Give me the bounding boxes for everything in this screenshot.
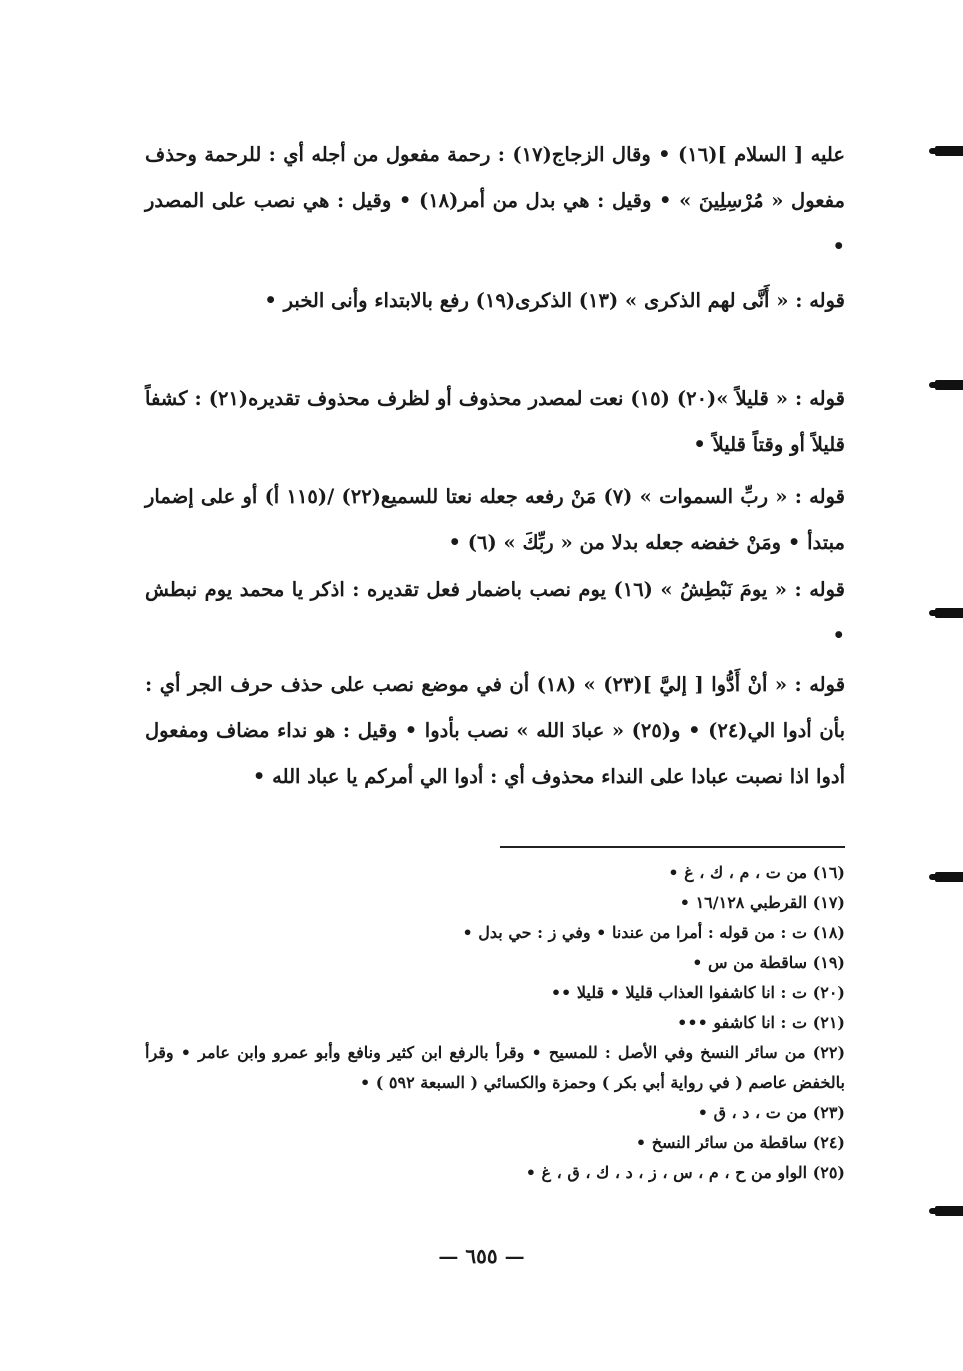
footnote-divider (500, 846, 845, 848)
page-edge-mark (935, 146, 963, 156)
footnote-item: (١٧) القرطبي ١٦/١٢٨ • (679, 893, 845, 912)
footnote-item: (٢٤) ساقطة من سائر النسخ • (635, 1133, 845, 1152)
footnote-item: (١٩) ساقطة من س • (692, 953, 845, 972)
footnote-item: (٢٣) من ت ، د ، ق • (697, 1103, 845, 1122)
paragraph-text: قوله : « ربِّ السموات » (٧) مَنْ رفعه جعله نعتا للسميع(٢٢) /(١١٥ أ) أو على إضمار مبتدأ • ومَنْ خفضه جعله بدلا من « ربِّكَ » (٦) • (145, 485, 845, 554)
footnote-item: (٢٥) الواو من ح ، م ، س ، ز ، د ، ك ، ق ، غ • (525, 1163, 845, 1182)
paragraph-text: قوله : « قليلاً »(٢٠) (١٥) نعت لمصدر محذوف أو لظرف محذوف تقديره(٢١) : كشفاً قليلاً أو وقتاً قليلاً • (145, 387, 845, 456)
footnote-item: (٢١) ت : انا كاشفو ••• (677, 1013, 845, 1032)
commentary-paragraph (145, 567, 845, 659)
commentary-paragraph (145, 662, 845, 800)
paragraph-text: قوله : « أَنَّى لهم الذكرى » (١٣) الذكرى(١٩) رفع بالابتداء وأنى الخبر • (264, 289, 845, 312)
footnote-item: (١٨) ت : من قوله : أمرا من عندنا • وفي ز : حي بدل • (462, 923, 845, 942)
page-edge-mark (935, 1206, 963, 1216)
paragraph-text: عليه [ السلام ](١٦) • وقال الزجاج(١٧) : رحمة مفعول من أجله أي : للرحمة وحذف مفعول « مُرْسِلِينَ » • وقيل : هي بدل من أمر(١٨) • وقيل : هي نصب على المصدر • (145, 143, 845, 258)
page-edge-mark (935, 872, 963, 882)
page-edge-mark (935, 608, 963, 618)
commentary-paragraph (145, 474, 845, 566)
footnote-item: (٢٠) ت : انا كاشفوا العذاب قليلا • قليلا •• (550, 983, 845, 1002)
footnote-item: (٢٢) من سائر النسخ وفي الأصل : للمسيح • وقرأ بالرفع ابن كثير ونافع وأبو عمرو وابن عامر • وقرأ بالخفض عاصم ( في رواية أبي بكر ) وحمزة والكسائي ( السبعة ٥٩٢ ) • (145, 1043, 846, 1092)
paragraph-text: قوله : « يومَ نَبْطِشُ » (١٦) يوم نصب باضمار فعل تقديره : اذكر يا محمد يوم نبطش • (145, 578, 845, 647)
commentary-paragraph (145, 132, 845, 270)
paragraph-text: قوله : « أنْ أَدُّوا [ إليَّ ](٢٣) » (١٨) أن في موضع نصب على حذف حرف الجر أي : بأن أدوا الي(٢٤) • و(٢٥) « عبادَ الله » نصب بأدوا • وقيل : هو نداء مضاف ومفعول أدوا اذا نصبت عبادا على النداء محذوف أي : أدوا الي أمركم يا عباد الله • (145, 673, 846, 788)
page-edge-mark (935, 380, 963, 390)
footnotes-list (145, 858, 845, 1188)
commentary-paragraph (145, 376, 845, 468)
footnote-item: (١٦) من ت ، م ، ك ، غ • (668, 863, 845, 882)
page-number: — ٦٥٥ — (438, 1244, 525, 1268)
commentary-paragraph (145, 278, 845, 324)
